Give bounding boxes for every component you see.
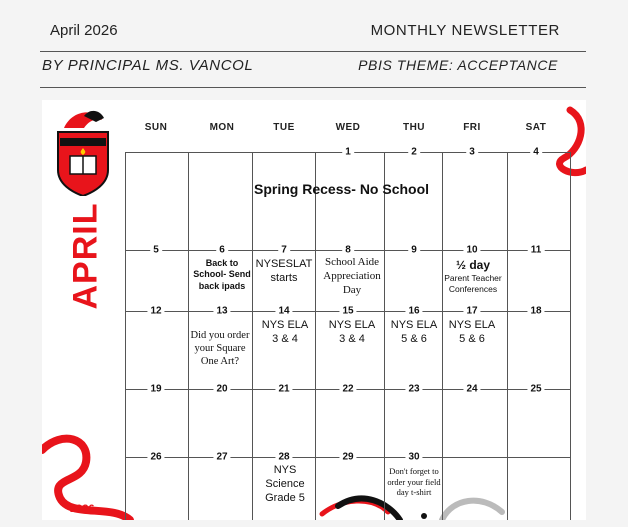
weekday-wed: WED [335, 122, 361, 133]
day-number: 28 [275, 452, 292, 463]
weekday-fri: FRI [463, 122, 481, 133]
event-ela-3-4-b: NYS ELA 3 & 4 [328, 319, 376, 345]
day-number: 9 [408, 245, 420, 256]
month-label: APRIL [66, 202, 105, 310]
weekday-sat: SAT [525, 122, 547, 133]
grid-column-line [384, 152, 385, 520]
event-back-to-school: Back to School- Send back ipads [193, 258, 251, 291]
event-ela-3-4-a: NYS ELA 3 & 4 [261, 319, 309, 345]
day-number: 29 [339, 452, 356, 463]
year-label: 2026 [70, 503, 95, 515]
day-number: 2 [408, 147, 420, 158]
day-number: 14 [275, 306, 292, 317]
event-school-aide-day: School Aide Appreciation Day [323, 256, 381, 296]
weekday-thu: THU [402, 122, 426, 133]
grid-column-line [507, 152, 508, 520]
day-number: 24 [463, 384, 480, 395]
spring-recess-banner: Spring Recess- No School [254, 181, 430, 197]
day-number: 20 [213, 384, 230, 395]
april-calendar [42, 100, 586, 520]
day-number: 11 [528, 245, 545, 256]
day-number: 3 [466, 147, 478, 158]
weekday-tue: TUE [273, 122, 295, 133]
grid-column-line [570, 152, 571, 520]
day-number: 30 [405, 452, 422, 463]
day-number: 16 [405, 306, 422, 317]
event-field-day-shirt: Don't forget to order your field day t-shirt [387, 466, 441, 498]
grid-column-line [442, 152, 443, 520]
day-number: 18 [527, 306, 544, 317]
divider-2 [40, 87, 586, 88]
day-number: 1 [342, 147, 354, 158]
day-number: 23 [405, 384, 422, 395]
day-number: 19 [147, 384, 164, 395]
day-number: 8 [342, 245, 354, 256]
header-byline-line [0, 52, 628, 84]
day-number: 4 [530, 147, 542, 158]
newsletter-title: MONTHLY NEWSLETTER [370, 22, 560, 39]
event-half-day: ½ day [455, 258, 491, 272]
pbis-theme: PBIS THEME: ACCEPTANCE [358, 57, 558, 73]
event-nys-science: NYS Science Grade 5 [265, 464, 305, 504]
day-number: 6 [216, 245, 228, 256]
day-number: 27 [213, 452, 230, 463]
day-number: 26 [147, 452, 164, 463]
day-number: 22 [339, 384, 356, 395]
school-crest-logo [54, 106, 112, 196]
event-ela-5-6-b: NYS ELA 5 & 6 [448, 319, 496, 345]
grid-column-line [315, 152, 316, 520]
day-number: 15 [339, 306, 356, 317]
day-number: 17 [463, 306, 480, 317]
day-number: 7 [278, 245, 290, 256]
event-square-one-art: Did you order your Square One Art? [190, 330, 250, 368]
day-number: 25 [527, 384, 544, 395]
grid-column-line [125, 152, 126, 520]
day-number: 13 [213, 306, 230, 317]
day-number: 21 [275, 384, 292, 395]
weekday-mon: MON [209, 122, 235, 133]
day-number: 12 [147, 306, 164, 317]
event-nyseslat: NYSESLAT starts [255, 258, 313, 284]
weekday-sun: SUN [144, 122, 168, 133]
issue-month: April 2026 [50, 22, 118, 39]
day-number: 5 [150, 245, 162, 256]
header-top-line [0, 14, 628, 46]
byline: BY PRINCIPAL MS. VANCOL [42, 57, 254, 74]
event-ela-5-6-a: NYS ELA 5 & 6 [390, 319, 438, 345]
event-parent-teacher-conf: Parent Teacher Conferences [444, 273, 502, 294]
day-number: 10 [463, 245, 480, 256]
